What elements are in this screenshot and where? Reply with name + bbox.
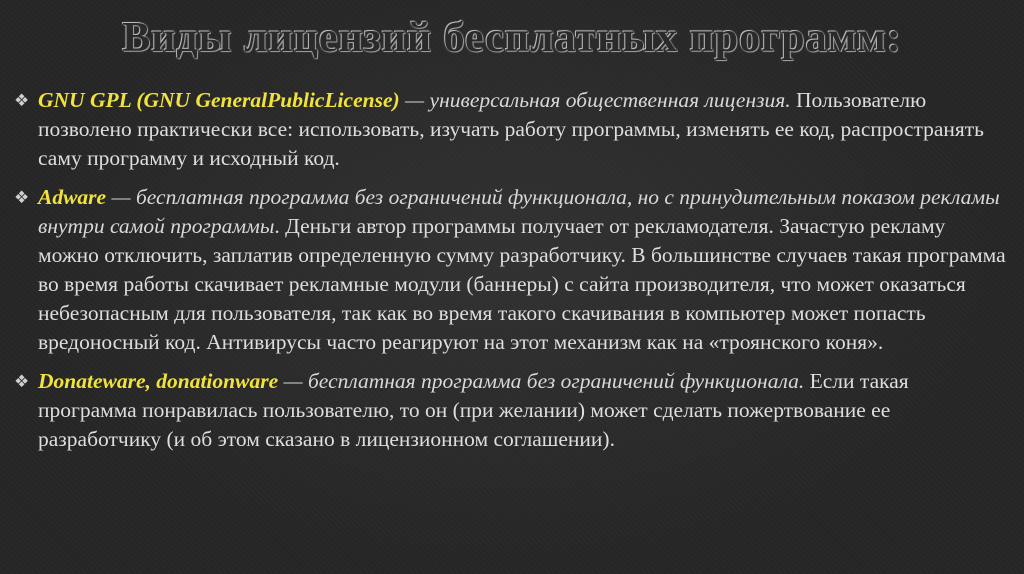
list-item-donateware — [10, 367, 1010, 454]
slide-title: Виды лицензий бесплатных программ: — [122, 15, 902, 61]
definition-gnu-gpl: — универсальная общественная лицензия. — [399, 88, 791, 112]
license-list — [10, 86, 1010, 464]
term-adware: Adware — [38, 185, 107, 209]
description-adware: . Деньги автор программы получает от рекламодателя. Зачастую рекламу можно отключить, заплатив определенную сумму разработчику. В большинстве случаев такая программа во время работы скачивает рекламные модули (баннеры) с сайта производителя, что может оказаться небезопасным для пользователя, так как во время такого скачивания в компьютер может попасть вредоносный код. Антивирусы часто реагируют на этот механизм как на «троянского коня». — [38, 214, 1006, 354]
term-gnu-gpl: GNU GPL (GNU GeneralPublicLicense) — [38, 88, 400, 112]
description-donateware: Если такая программа понравилась пользователю, то он (при желании) может сделать пожертвование ее разработчику (и об этом сказано в лицензионном соглашении). — [38, 369, 909, 451]
diamond-bullet-icon: ❖ — [14, 91, 30, 110]
description-gnu-gpl: Пользователю позволено практически все: использовать, изучать работу программы, изменять ее код, распространять саму программу и исходный код. — [38, 88, 984, 170]
diamond-bullet-icon: ❖ — [14, 188, 30, 207]
definition-adware: — бесплатная программа без ограничений функционала, но с принудительным показом рекламы внутри самой программы — [38, 185, 1000, 238]
list-item-adware — [10, 183, 1010, 357]
diamond-bullet-icon: ❖ — [14, 372, 30, 391]
definition-donateware: — бесплатная программа без ограничений функционала. — [278, 369, 805, 393]
list-item-gnu-gpl — [10, 86, 1010, 173]
term-donateware: Donateware, donationware — [38, 369, 279, 393]
